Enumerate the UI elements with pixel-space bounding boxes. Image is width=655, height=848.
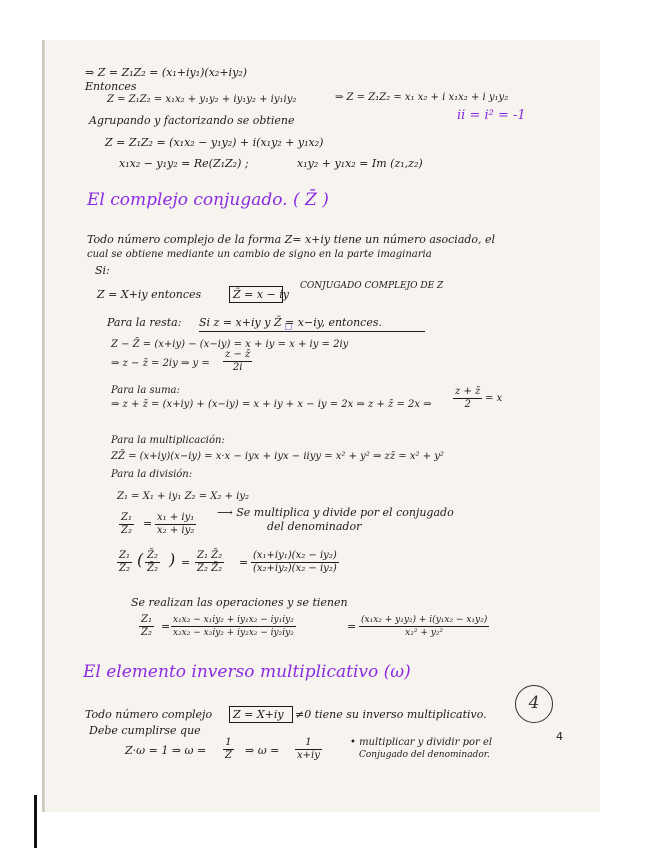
- div2-fraction-d-num: (x₁+iy₁)(x₂ − iy₂): [253, 550, 337, 561]
- div-fraction-z: [119, 512, 134, 537]
- equals-sign-2: =: [181, 556, 191, 569]
- notebook-page: [44, 40, 600, 812]
- page-number: 4: [556, 730, 563, 743]
- equals-sign-3: =: [239, 556, 249, 569]
- x-fraction-num: z + z̄: [455, 386, 481, 397]
- paren-open: (: [137, 550, 144, 569]
- div3-fraction-b: [171, 614, 296, 639]
- inverse-fraction-1-den: Z: [225, 750, 232, 761]
- div2-fraction-b-den: Z̄₂: [147, 563, 158, 574]
- inverse-equation-2: ⇒ ω =: [245, 744, 280, 757]
- conjugate-label: CONJUGADO COMPLEJO DE Z: [300, 281, 444, 291]
- div2-fraction-d-den: (x₂+iy₂)(x₂ − iy₂): [253, 563, 337, 574]
- suma-label: Para la suma:: [111, 385, 180, 396]
- z-definition: Z = X+iy entonces: [97, 288, 202, 301]
- div2-fraction-d: [251, 550, 339, 575]
- resta-equation-1: Z − Z̄ = (x+iy) − (x−iy) = x + iy = x + iy = 2iy: [111, 339, 349, 350]
- x-fraction-den: 2: [464, 399, 471, 410]
- real-part-eq: x₁x₂ − y₁y₂ = Re(Z₁Z₂) ;: [119, 157, 249, 170]
- x-result: = x: [485, 393, 503, 404]
- inverse-equation-1: Z·ω = 1 ⇒ ω =: [125, 744, 207, 757]
- section-title-conjugado: El complejo conjugado. ( Z̄ ): [87, 190, 329, 210]
- inverse-fraction-2-den: x+iy: [297, 750, 320, 761]
- div-fraction-z-num: Z₁: [121, 512, 132, 523]
- inverse-fraction-1: [223, 737, 234, 762]
- y-fraction-num: z − z̄: [225, 349, 251, 360]
- equals-sign: =: [143, 517, 153, 530]
- div2-fraction-a: [117, 550, 132, 575]
- inverse-fraction-2: [295, 737, 322, 762]
- div2-fraction-a-num: Z₁: [119, 550, 130, 561]
- y-fraction: [223, 349, 252, 374]
- resta-statement: Si z = x+iy y Z̄ = x−iy, entonces.: [199, 316, 382, 329]
- resta-underline: [199, 331, 425, 332]
- mult-equation: ZZ̄ = (x+iy)(x−iy) = x·x − iyx + iyx − iiyy = x² + y² ⇒ zz̄ = x² + y²: [111, 451, 444, 462]
- grouped-product: Z = Z₁Z₂ = (x₁x₂ − y₁y₂) + i(x₁y₂ + y₁x₂): [105, 136, 324, 149]
- div3-fraction-a-den: Z₂: [141, 627, 152, 638]
- inverse-paragraph-end: ≠0 tiene su inverso multiplicativo.: [295, 708, 487, 721]
- div2-fraction-b-num: Z̄₂: [147, 550, 158, 561]
- div-definitions: Z₁ = X₁ + iy₁ Z₂ = X₂ + iy₂: [117, 491, 250, 502]
- div3-fraction-c-den: x₂² + y₂²: [405, 628, 444, 638]
- product-expansion: Z = Z₁Z₂ = x₁x₂ + y₁y₂ + iy₁y₂ + iy₁iy₂: [107, 94, 297, 105]
- imag-part-eq: x₁y₂ + y₁x₂ = Im (z₁,z₂): [297, 157, 423, 170]
- section-title-inverso: El elemento inverso multiplicativo (ω): [83, 662, 411, 682]
- div3-fraction-a: [139, 614, 154, 639]
- conj-paragraph-1: Todo número complejo de la forma Z= x+iy tiene un número asociado, el: [87, 233, 496, 246]
- div2-fraction-b: [145, 550, 160, 575]
- div3-fraction-c: [359, 614, 489, 639]
- inverse-note-1: • multiplicar y dividir por el: [350, 737, 493, 748]
- y-fraction-den: 2i: [232, 362, 243, 373]
- x-fraction: [453, 386, 482, 411]
- circled-number-text: 4: [528, 693, 540, 713]
- inverse-paragraph-start: Todo número complejo: [85, 708, 213, 721]
- operations-text: Se realizan las operaciones y se tienen: [131, 596, 348, 609]
- inverse-fraction-2-num: 1: [295, 737, 322, 750]
- div-note-1: ⟶ Se multiplica y divide por el conjugado: [217, 506, 454, 519]
- resta-label: Para la resta:: [107, 316, 182, 329]
- inverse-fraction-1-num: 1: [223, 737, 234, 750]
- debe-cumplirse: Debe cumplirse que: [89, 724, 201, 737]
- inverse-note-2: Conjugado del denominador.: [359, 750, 490, 760]
- div3-fraction-b-den: x₂x₂ − x₂iy₂ + iy₂x₂ − iy₂iy₂: [173, 628, 294, 638]
- div-note-2: del denominador: [267, 520, 362, 533]
- z-conjugate: Z̄ = x − iy: [233, 288, 289, 301]
- entonces-label: Entonces: [85, 80, 137, 93]
- suma-equation: ⇒ z + z̄ = (x+iy) + (x−iy) = x + iy + x − iy = 2x ⇒ z + z̄ = 2x ⇒: [111, 399, 432, 410]
- div2-fraction-c-den: Z₂ Z̄₂: [197, 563, 223, 574]
- div3-fraction-c-num: (x₁x₂ + y₁y₂) + i(y₁x₂ − x₁y₂): [361, 615, 488, 625]
- paper-edge: [34, 795, 37, 848]
- equals-sign-4: =: [161, 620, 171, 633]
- div-fraction-xy: [155, 512, 196, 537]
- mult-label: Para la multiplicación:: [111, 435, 225, 446]
- circled-page-number: [515, 685, 553, 723]
- paren-close: ): [169, 550, 176, 569]
- si-label: Si:: [95, 264, 110, 277]
- div3-fraction-b-num: x₁x₂ − x₁iy₂ + iy₁x₂ − iy₁iy₂: [173, 615, 294, 625]
- div-fraction-z-den: Z₂: [121, 525, 132, 536]
- i-squared-note: ii = i² = -1: [457, 108, 526, 123]
- div-fraction-xy-den: x₂ + iy₂: [157, 525, 195, 536]
- div2-fraction-a-den: Z₂: [119, 563, 130, 574]
- z-box-text: Z = X+iy: [233, 708, 284, 721]
- resta-equation-2: ⇒ z − z̄ = 2iy ⇒ y =: [111, 358, 210, 369]
- div-label: Para la división:: [111, 469, 193, 480]
- div2-fraction-c: [195, 550, 224, 575]
- agrupando-text: Agrupando y factorizando se obtiene: [89, 114, 295, 127]
- product-line-1: ⇒ Z = Z₁Z₂ = (x₁+iy₁)(x₂+iy₂): [85, 66, 247, 79]
- product-expansion-alt: ⇒ Z = Z₁Z₂ = x₁ x₂ + i x₁x₂ + i y₁y₂: [335, 92, 509, 103]
- div2-fraction-c-num: Z₁ Z̄₂: [197, 550, 223, 561]
- div-fraction-xy-num: x₁ + iy₁: [157, 512, 195, 523]
- equals-sign-5: =: [347, 620, 357, 633]
- div3-fraction-a-num: Z₁: [141, 614, 152, 625]
- conj-paragraph-2: cual se obtiene mediante un cambio de signo en la parte imaginaria: [87, 249, 432, 260]
